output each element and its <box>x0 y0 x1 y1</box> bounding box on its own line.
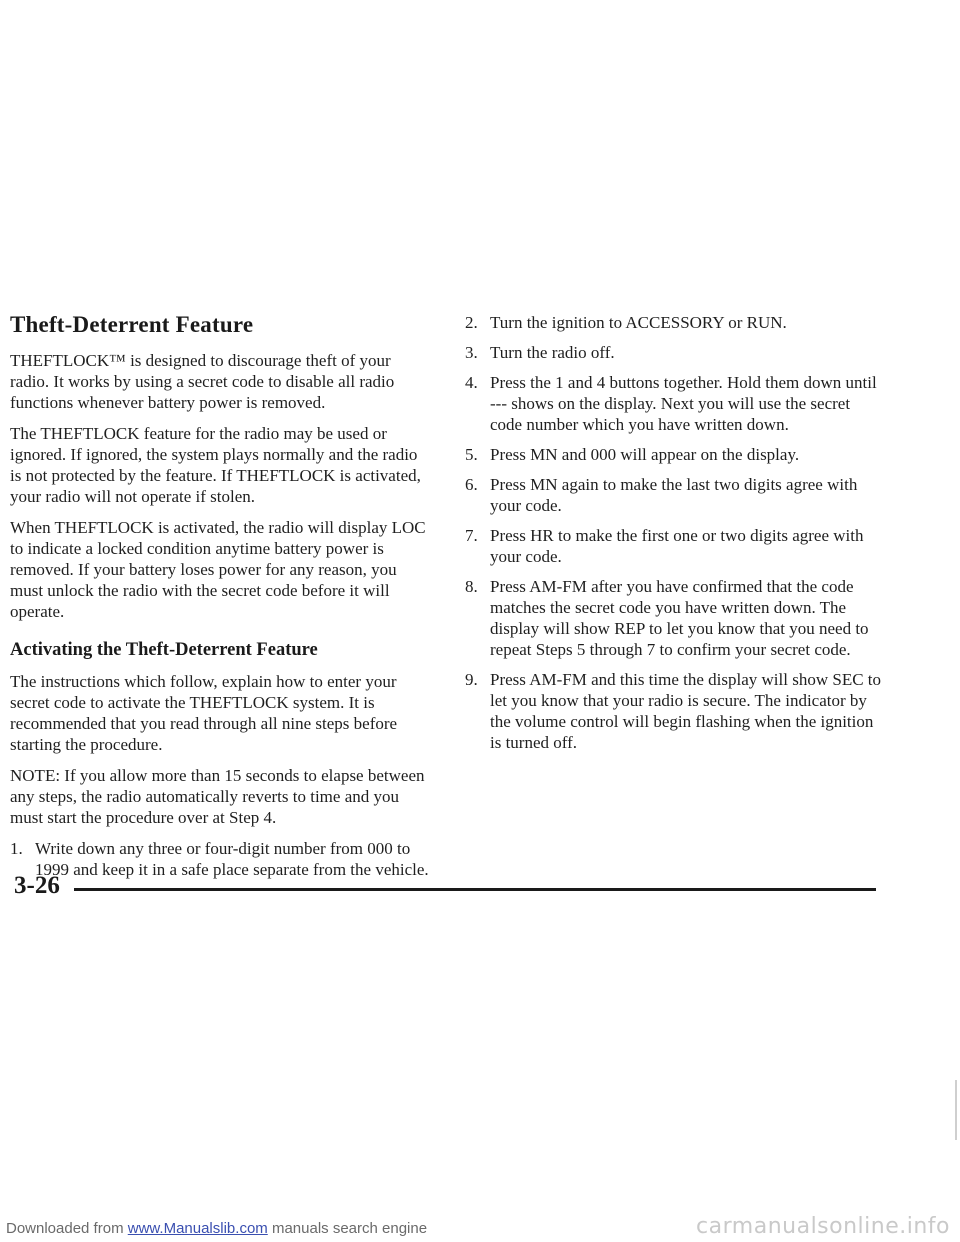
footer-rule <box>74 888 876 891</box>
page-footer <box>14 872 876 902</box>
section-title: Theft-Deterrent Feature <box>10 312 254 337</box>
download-watermark <box>0 1214 960 1240</box>
subsection-title: Activating the Theft-Deterrent Feature <box>10 640 318 660</box>
step-item <box>465 342 885 363</box>
step-item <box>465 576 885 660</box>
step-number: 8. <box>465 577 478 596</box>
step-text: Turn the radio off. <box>490 343 615 362</box>
step-item <box>465 312 885 333</box>
step-text: Press AM-FM and this time the display will show SEC to let you know that your radio is secure. The indicator by the volume control will begin flashing when the ignition is turned off. <box>490 670 882 752</box>
watermark-suffix: manuals search engine <box>271 1220 428 1237</box>
left-column <box>10 312 430 889</box>
step-text: Press MN again to make the last two digits agree with your code. <box>490 475 858 515</box>
paragraph: The THEFTLOCK feature for the radio may be used or ignored. If ignored, the system plays normally and the radio is not protected by the feature. If THEFTLOCK is activated, your radio will not operate if stolen. <box>10 424 421 506</box>
step-text: Press MN and 000 will appear on the display. <box>490 445 800 464</box>
step-text: Write down any three or four-digit number from 000 to 1999 and keep it in a safe place separate from the vehicle. <box>35 839 429 879</box>
step-text: Press HR to make the first one or two digits agree with your code. <box>490 526 864 566</box>
steps-list <box>465 312 885 753</box>
paragraph: The instructions which follow, explain how to enter your secret code to activate the THEFTLOCK system. It is recommended that you read through all nine steps before starting the procedure. <box>10 672 398 754</box>
scan-edge-mark <box>955 1080 957 1140</box>
step-item <box>465 372 885 435</box>
watermark-prefix: Downloaded from <box>6 1220 124 1237</box>
step-item <box>465 444 885 465</box>
step-item <box>465 525 885 567</box>
watermark-text <box>6 1220 427 1237</box>
page-number: 3-26 <box>14 872 60 899</box>
paragraph: THEFTLOCK™ is designed to discourage theft of your radio. It works by using a secret code to disable all radio functions whenever battery power is removed. <box>10 351 395 412</box>
step-item <box>465 474 885 516</box>
manualslib-link[interactable]: www.Manualslib.com <box>127 1220 268 1237</box>
step-item <box>465 669 885 753</box>
step-number: 3. <box>465 343 478 362</box>
step-number: 9. <box>465 670 478 689</box>
paragraph: When THEFTLOCK is activated, the radio will display LOC to indicate a locked condition anytime battery power is removed. If your battery loses power for any reason, you must unlock the radio with the secret code before it will operate. <box>10 518 426 621</box>
right-column <box>465 312 885 762</box>
step-number: 2. <box>465 313 478 332</box>
step-text: Press the 1 and 4 buttons together. Hold them down until --- shows on the display. Next you will use the secret code number which you have written down. <box>490 373 877 434</box>
site-watermark: carmanualsonline.info <box>696 1214 950 1239</box>
step-number: 4. <box>465 373 478 392</box>
step-text: Turn the ignition to ACCESSORY or RUN. <box>490 313 787 332</box>
note-paragraph: NOTE: If you allow more than 15 seconds to elapse between any steps, the radio automatically reverts to time and you must start the procedure over at Step 4. <box>10 766 425 827</box>
step-number: 6. <box>465 475 478 494</box>
step-number: 1. <box>10 839 23 858</box>
step-number: 7. <box>465 526 478 545</box>
step-number: 5. <box>465 445 478 464</box>
step-text: Press AM-FM after you have confirmed that the code matches the secret code you have written down. The display will show REP to let you know that you need to repeat Steps 5 through 7 to confirm your secret code. <box>490 577 869 659</box>
